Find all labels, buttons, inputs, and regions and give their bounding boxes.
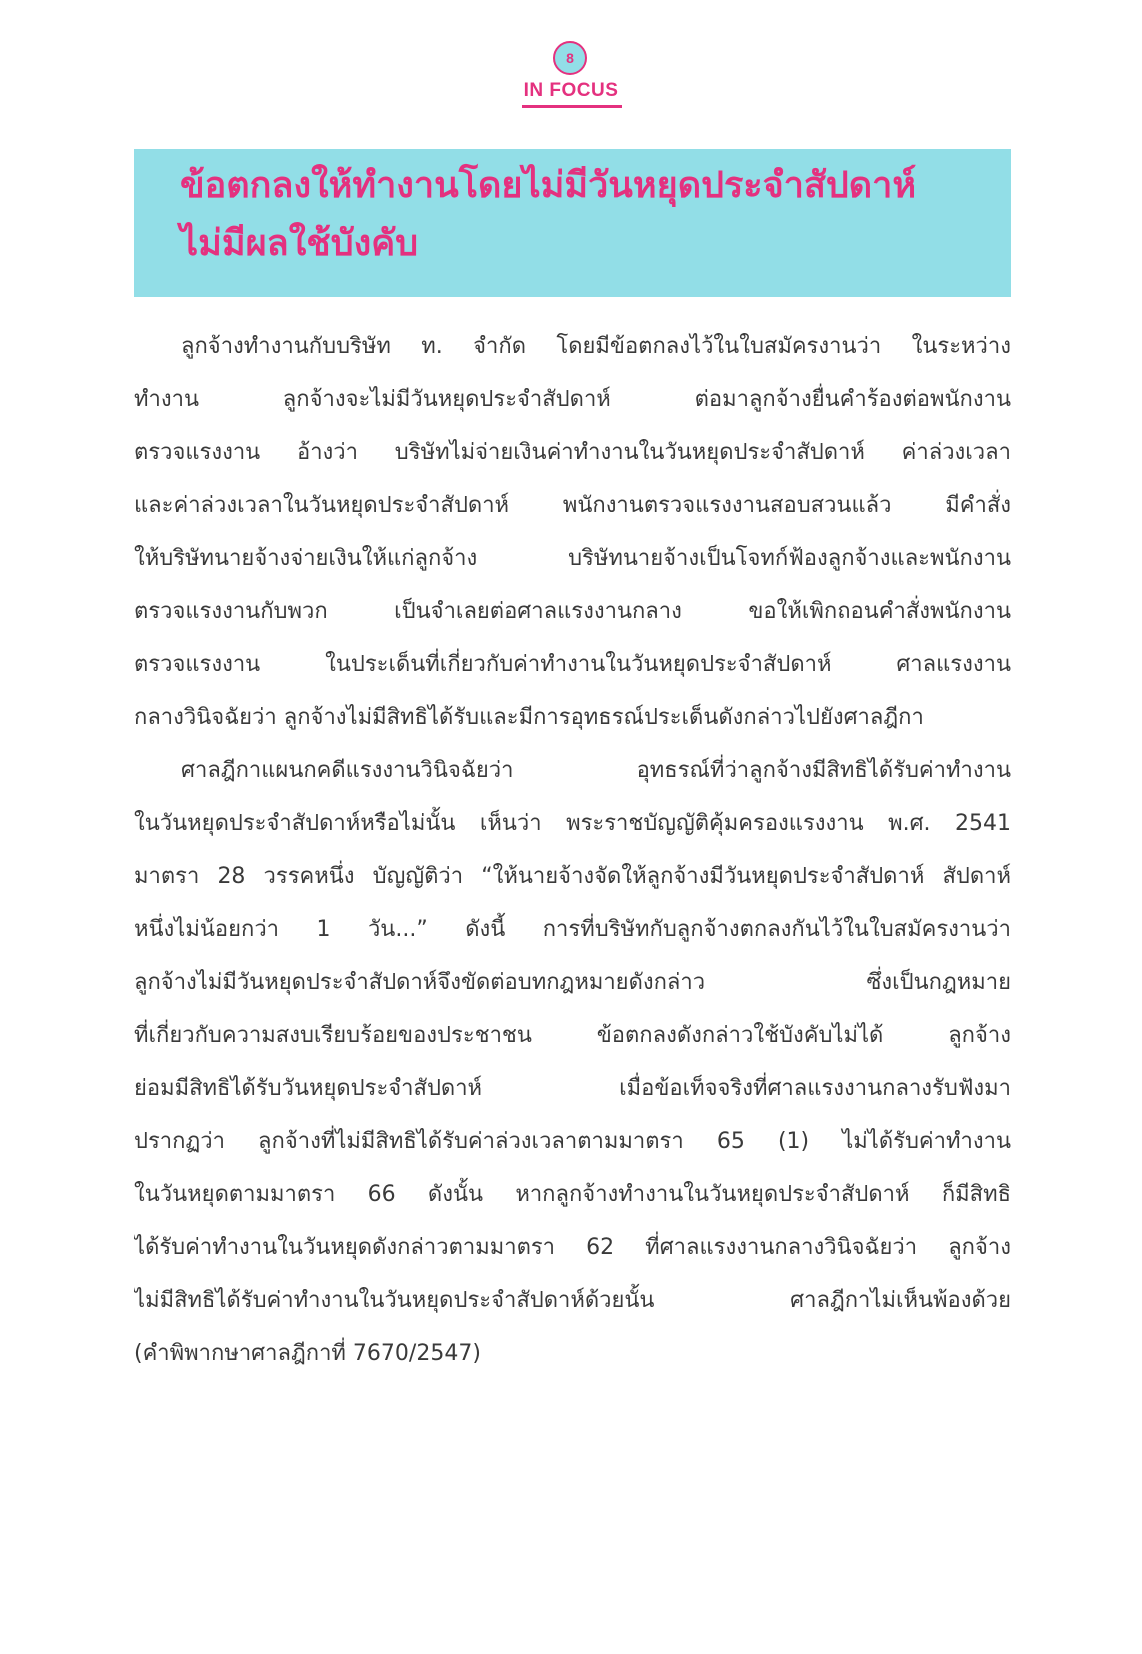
body-line: ได้รับค่าทำงานในวันหยุดดังกล่าวตามมาตรา 62 ที่ศาลแรงงานกลางวินิจฉัยว่า ลูกจ้าง [134, 1235, 1011, 1260]
body-line: หนึ่งไม่น้อยกว่า 1 วัน...” ดังนี้ การที่บริษัทกับลูกจ้างตกลงกันไว้ในใบสมัครงานว่า [134, 917, 1011, 942]
body-line: ลูกจ้างทำงานกับบริษัท ท. จำกัด โดยมีข้อตกลงไว้ในใบสมัครงานว่า ในระหว่าง [181, 334, 1011, 359]
body-line: ในวันหยุดประจำสัปดาห์หรือไม่นั้น เห็นว่า พระราชบัญญัติคุ้มครองแรงงาน พ.ศ. 2541 [134, 811, 1011, 836]
body-line: ให้บริษัทนายจ้างจ่ายเงินให้แก่ลูกจ้าง บริษัทนายจ้างเป็นโจทก์ฟ้องลูกจ้างและพนักงาน [134, 546, 1011, 571]
body-line: ลูกจ้างไม่มีวันหยุดประจำสัปดาห์จึงขัดต่อบทกฎหมายดังกล่าว ซึ่งเป็นกฎหมาย [134, 970, 1011, 995]
body-line-citation: (คำพิพากษาศาลฎีกาที่ 7670/2547) [134, 1341, 481, 1366]
body-line: กลางวินิจฉัยว่า ลูกจ้างไม่มีสิทธิได้รับและมีการอุทธรณ์ประเด็นดังกล่าวไปยังศาลฎีกา [134, 705, 924, 730]
body-line: ตรวจแรงงาน ในประเด็นที่เกี่ยวกับค่าทำงานในวันหยุดประจำสัปดาห์ ศาลแรงงาน [134, 652, 1011, 677]
body-line: ที่เกี่ยวกับความสงบเรียบร้อยของประชาชน ข้อตกลงดังกล่าวใช้บังคับไม่ได้ ลูกจ้าง [134, 1023, 1011, 1048]
section-underline [522, 105, 622, 108]
body-line: ย่อมมีสิทธิได้รับวันหยุดประจำสัปดาห์ เมื่อข้อเท็จจริงที่ศาลแรงงานกลางรับฟังมา [134, 1076, 1011, 1101]
section-label: IN FOCUS [523, 80, 619, 101]
body-line: ปรากฏว่า ลูกจ้างที่ไม่มีสิทธิได้รับค่าล่วงเวลาตามมาตรา 65 (1) ไม่ได้รับค่าทำงาน [134, 1129, 1011, 1154]
article-title-line-1: ข้อตกลงให้ทำงานโดยไม่มีวันหยุดประจำสัปดาห์ [180, 165, 917, 206]
body-line: ไม่มีสิทธิได้รับค่าทำงานในวันหยุดประจำสัปดาห์ด้วยนั้น ศาลฎีกาไม่เห็นพ้องด้วย [134, 1288, 1011, 1313]
body-line: ตรวจแรงงาน อ้างว่า บริษัทไม่จ่ายเงินค่าทำงานในวันหยุดประจำสัปดาห์ ค่าล่วงเวลา [134, 440, 1011, 465]
article-body [134, 320, 1011, 1380]
body-line: ทำงาน ลูกจ้างจะไม่มีวันหยุดประจำสัปดาห์ ต่อมาลูกจ้างยื่นคำร้องต่อพนักงาน [134, 387, 1011, 412]
page-number-badge [553, 41, 587, 75]
article-title-line-2: ไม่มีผลใช้บังคับ [180, 223, 419, 264]
body-line: ศาลฎีกาแผนกคดีแรงงานวินิจฉัยว่า อุทธรณ์ที่ว่าลูกจ้างมีสิทธิได้รับค่าทำงาน [181, 758, 1011, 783]
page-number: 8 [566, 50, 574, 66]
article-title-box [134, 149, 1011, 297]
body-line: ตรวจแรงงานกับพวก เป็นจำเลยต่อศาลแรงงานกลาง ขอให้เพิกถอนคำสั่งพนักงาน [134, 599, 1011, 624]
body-line: ในวันหยุดตามมาตรา 66 ดังนั้น หากลูกจ้างทำงานในวันหยุดประจำสัปดาห์ ก็มีสิทธิ [134, 1182, 1011, 1207]
body-line: และค่าล่วงเวลาในวันหยุดประจำสัปดาห์ พนักงานตรวจแรงงานสอบสวนแล้ว มีคำสั่ง [134, 493, 1011, 518]
body-line: มาตรา 28 วรรคหนึ่ง บัญญัติว่า “ให้นายจ้างจัดให้ลูกจ้างมีวันหยุดประจำสัปดาห์ สัปดาห์ [134, 864, 1011, 889]
